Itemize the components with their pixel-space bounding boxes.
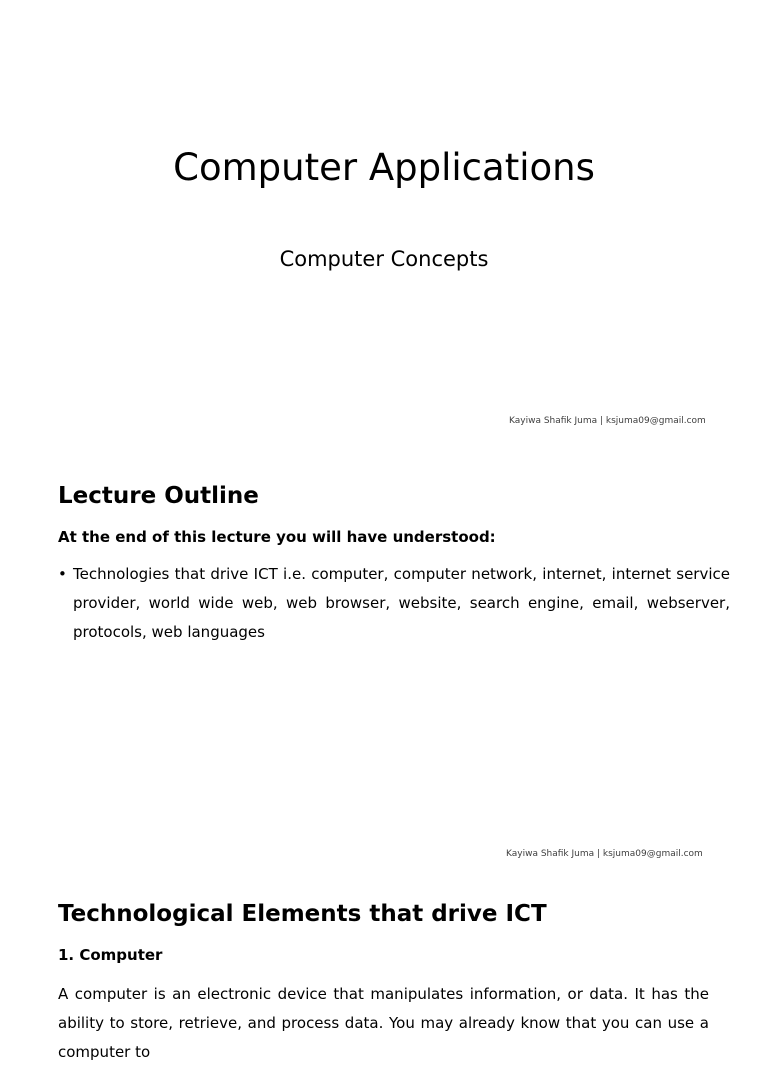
slide-heading: Lecture Outline [58, 483, 259, 509]
bullet-list [58, 560, 730, 647]
slide-subheading: At the end of this lecture you will have understood: [58, 528, 496, 546]
list-item [58, 560, 730, 647]
bullet-text: Technologies that drive ICT i.e. computer, computer network, internet, internet service provider, world wide web, web browser, website, search engine, email, webserver, protocols, web languages [73, 565, 730, 641]
slide-title: Computer Applications [173, 146, 595, 189]
title-slide [0, 0, 768, 440]
slide-subtitle: Computer Concepts [279, 247, 489, 271]
slide-heading: Technological Elements that drive ICT [58, 901, 547, 927]
technological-elements-slide [0, 872, 768, 1061]
slide-subheading: 1. Computer [58, 946, 163, 964]
lecture-outline-slide [0, 440, 768, 872]
slide-footer: Kayiwa Shafik Juma | ksjuma09@gmail.com [509, 416, 706, 426]
slide-body-text: A computer is an electronic device that manipulates information, or data. It has the ability to store, retrieve, and process data. You may already know that you can use a computer to [58, 985, 709, 1061]
bullet-icon: • [58, 565, 67, 583]
slide-footer: Kayiwa Shafik Juma | ksjuma09@gmail.com [506, 849, 703, 859]
